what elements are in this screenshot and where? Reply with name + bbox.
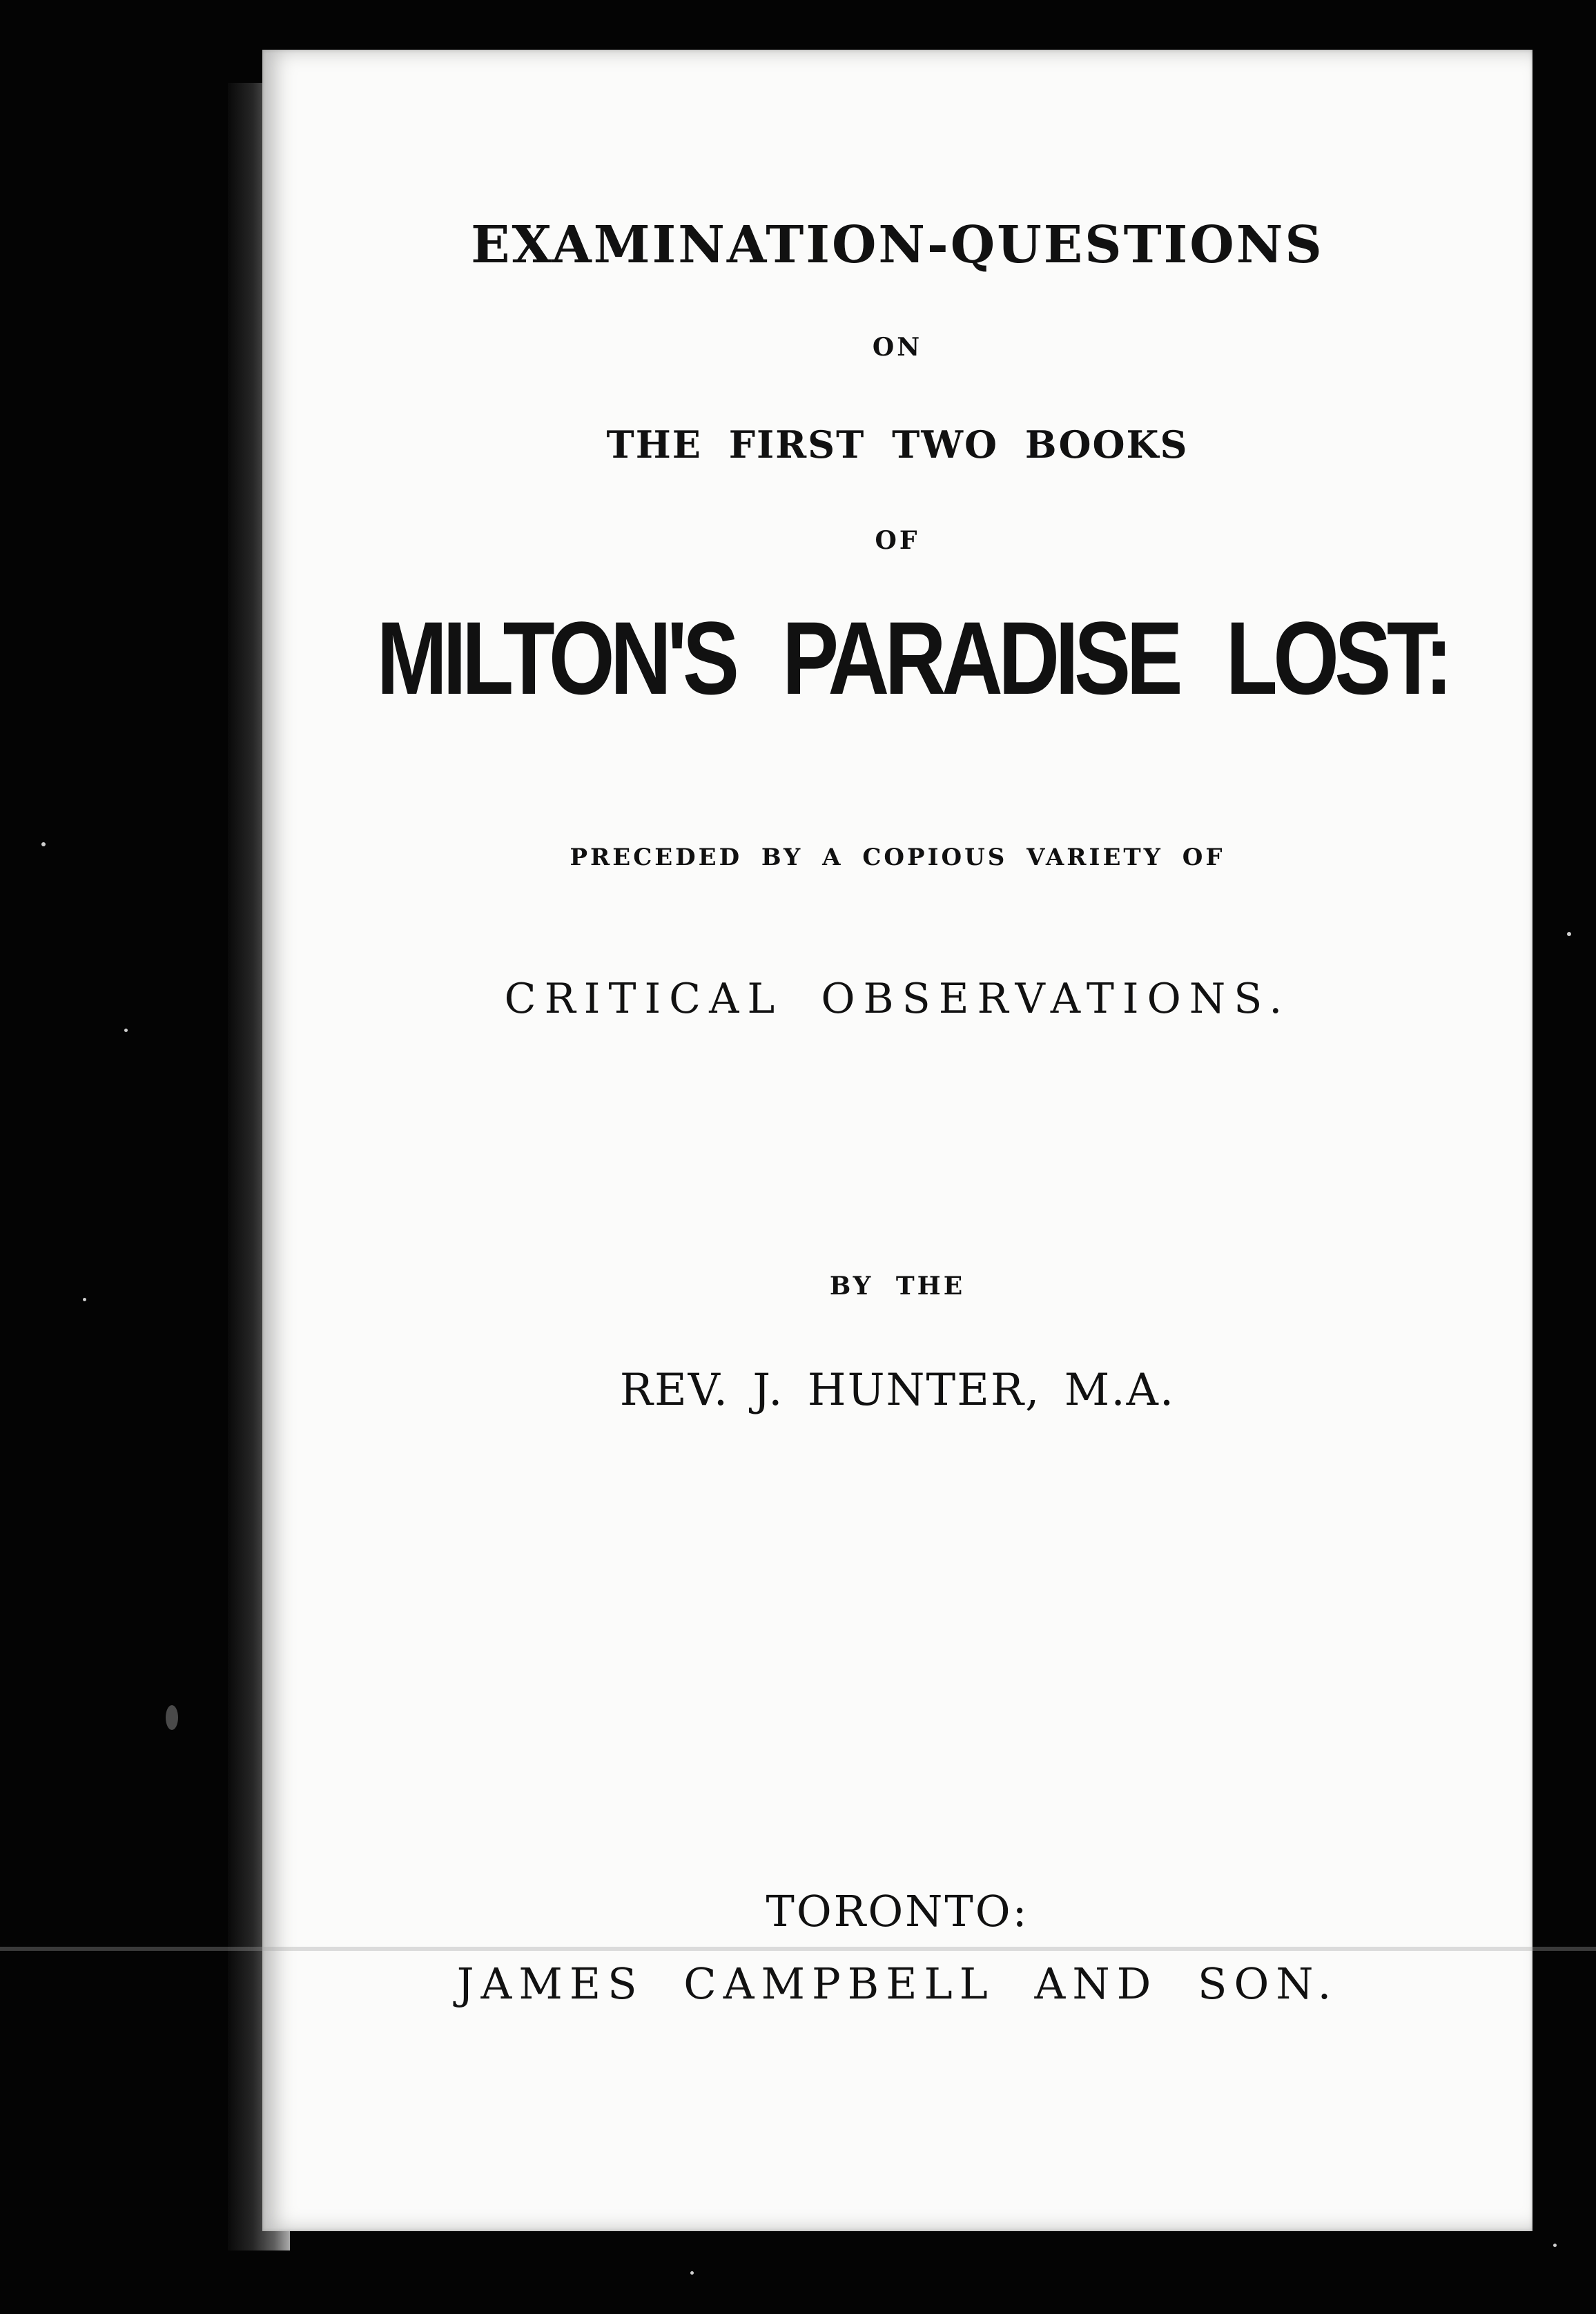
work-title: MILTON'S PARADISE LOST: — [376, 600, 1449, 716]
critical-observations: CRITICAL OBSERVATIONS. — [504, 975, 1291, 1023]
title-connector-on: ON — [872, 333, 923, 362]
dust-speck — [1567, 932, 1571, 936]
book-title: EXAMINATION-QUESTIONS — [471, 215, 1324, 275]
book-subtitle: THE FIRST TWO BOOKS — [606, 422, 1189, 467]
dust-speck — [124, 1029, 128, 1032]
dust-speck — [1553, 2244, 1557, 2247]
publication-place: TORONTO: — [766, 1886, 1029, 1936]
publisher-name: JAMES CAMPBELL AND SON. — [456, 1958, 1339, 2009]
title-page — [262, 50, 1532, 2231]
preceded-line: PRECEDED BY A COPIOUS VARIETY OF — [570, 844, 1225, 871]
dust-speck — [690, 2271, 694, 2275]
scan-artifact-line — [0, 1947, 1596, 1951]
title-connector-of: OF — [875, 526, 920, 555]
by-the-line: BY THE — [829, 1272, 966, 1301]
dust-speck — [166, 1705, 178, 1730]
dust-speck — [41, 842, 46, 846]
dust-speck — [83, 1298, 86, 1301]
author-name: REV. J. HUNTER, M.A. — [619, 1365, 1176, 1416]
